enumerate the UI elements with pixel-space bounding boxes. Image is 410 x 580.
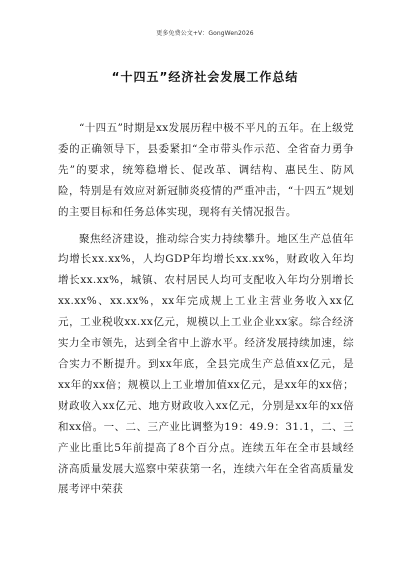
header-note: 更多免费公文+V：GongWen2026 bbox=[156, 30, 254, 37]
document-title: “十四五”经济社会发展工作总结 bbox=[111, 70, 299, 84]
paragraph-economy: 聚焦经济建设，推动综合实力持续攀升。地区生产总值年均增长xx.xx%，人均GDP年均增长xx.xx%，财政收入年均增长xx.xx%，城镇、农村居民人均可支配收入年均分别增长xx.xx%、xx.xx%，xx年完成规上工业主营业务收入xx亿元，工业税收xx.xx亿元，规模以上工业企业xx家。综合经济实力全市领先，达到全省中上游水平。经济发展持续加速，综合实力不断提升。到xx年底，全县完成生产总值xx亿元，是xx年的xx倍；规模以上工业增加值xx亿元，是xx年的xx倍；财政收入xx亿元、地方财政收入xx亿元，分别是xx年的xx倍和xx倍。一、二、三产业比调整为19：49.9：31.1，二、三产业比重比5年前提高了8个百分点。连续五年在全市县域经济高质量发展大巡察中荣获第一名，连续六年在全省高质量发展考评中荣获 bbox=[58, 232, 354, 496]
document-body bbox=[58, 118, 354, 506]
paragraph-intro: “十四五”时期是xx发展历程中极不平凡的五年。在上级党委的正确领导下，县委紧扣“全市带头作示范、全省奋力勇争先”的要求，统筹稳增长、促改革、调结构、惠民生、防风险，特别是有效应对新冠肺炎疫情的严重冲击，“十四五”规划的主要目标和任务总体实现，现将有关情况报告。 bbox=[58, 122, 354, 218]
